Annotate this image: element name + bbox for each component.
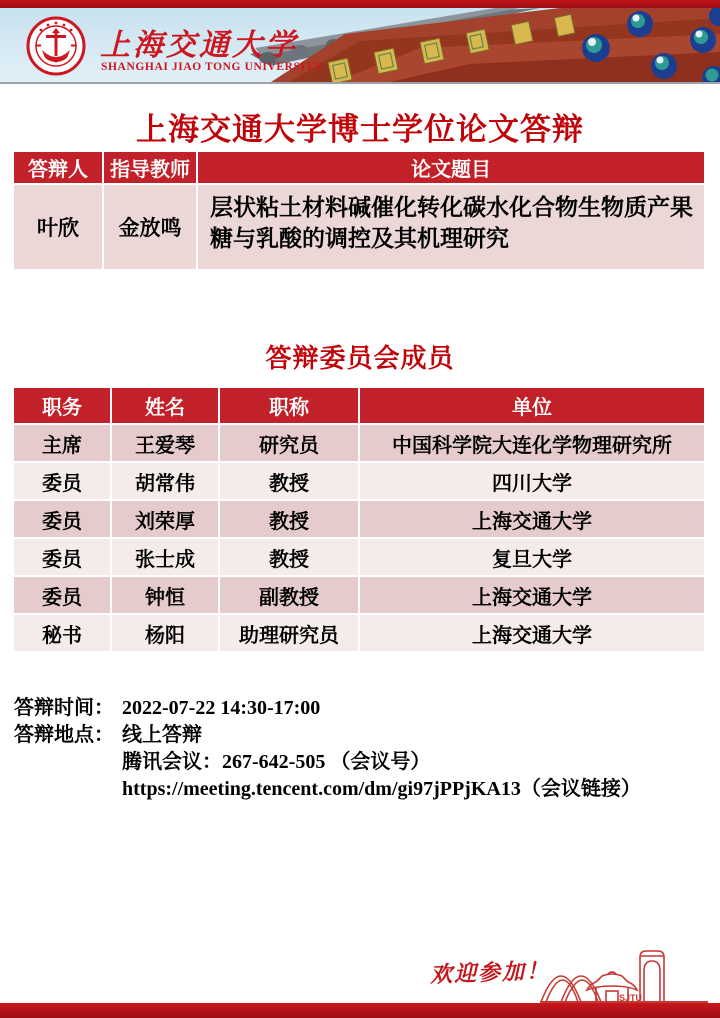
defense-location-value: 线上答辩 xyxy=(122,724,202,746)
welcome-text: 欢迎参加！ xyxy=(429,957,551,988)
meeting-number-line xyxy=(14,749,706,776)
header-banner xyxy=(0,8,720,84)
member-affiliation: 复旦大学 xyxy=(358,539,704,575)
member-rank: 教授 xyxy=(218,501,358,537)
committee-row xyxy=(14,423,704,461)
member-role: 委员 xyxy=(14,577,110,613)
member-name: 王爱琴 xyxy=(110,425,218,461)
member-role: 委员 xyxy=(14,539,110,575)
member-rank: 研究员 xyxy=(218,425,358,461)
committee-row xyxy=(14,461,704,499)
member-affiliation: 四川大学 xyxy=(358,463,704,499)
university-name-cn: 上海交通大学 xyxy=(100,29,298,62)
candidate-name: 叶欣 xyxy=(14,185,102,269)
committee-row xyxy=(14,575,704,613)
university-name-en: SHANGHAI JIAO TONG UNIVERSITY xyxy=(101,61,323,73)
member-name: 杨阳 xyxy=(110,615,218,651)
campus-landmarks-drawing xyxy=(540,944,710,1004)
member-name: 胡常伟 xyxy=(110,463,218,499)
header-advisor: 指导教师 xyxy=(102,152,196,183)
defense-time-label: 答辩时间： xyxy=(14,697,114,719)
member-name: 钟恒 xyxy=(110,577,218,613)
member-affiliation: 上海交通大学 xyxy=(358,501,704,537)
defense-time-line xyxy=(14,695,706,722)
header-name: 姓名 xyxy=(110,388,218,423)
header-candidate: 答辩人 xyxy=(14,152,102,183)
committee-table xyxy=(14,388,704,651)
defense-table-row xyxy=(14,183,704,269)
thesis-title: 层状粘土材料碱催化转化碳水化合物生物质产果糖与乳酸的调控及其机理研究 xyxy=(196,185,704,269)
page-title: 上海交通大学博士学位论文答辩 xyxy=(136,112,584,147)
meeting-number-text: 腾讯会议：267-642-505 （会议号） xyxy=(122,751,431,773)
defense-table xyxy=(14,152,704,269)
defense-time-value: 2022-07-22 14:30-17:00 xyxy=(122,697,321,719)
bottom-red-bar xyxy=(0,1003,720,1018)
member-rank: 助理研究员 xyxy=(218,615,358,651)
advisor-name: 金放鸣 xyxy=(102,185,196,269)
member-affiliation: 中国科学院大连化学物理研究所 xyxy=(358,425,704,461)
member-role: 主席 xyxy=(14,425,110,461)
member-role: 委员 xyxy=(14,501,110,537)
top-red-strip xyxy=(0,0,720,8)
defense-details xyxy=(14,695,706,803)
meeting-link[interactable]: https://meeting.tencent.com/dm/gi97jPPjKA13（会议链接） xyxy=(122,778,641,800)
meeting-link-line xyxy=(14,776,706,803)
committee-row xyxy=(14,613,704,651)
defense-table-header xyxy=(14,152,704,183)
member-rank: 副教授 xyxy=(218,577,358,613)
member-name: 张士成 xyxy=(110,539,218,575)
committee-section-title: 答辩委员会成员 xyxy=(265,343,455,373)
defense-location-line xyxy=(14,722,706,749)
committee-row xyxy=(14,499,704,537)
committee-table-header xyxy=(14,388,704,423)
sjtu-logo xyxy=(26,16,86,76)
member-name: 刘荣厚 xyxy=(110,501,218,537)
committee-row xyxy=(14,537,704,575)
header-rank: 职称 xyxy=(218,388,358,423)
member-role: 秘书 xyxy=(14,615,110,651)
gate-label: SJTU xyxy=(619,993,643,1003)
defense-location-label: 答辩地点： xyxy=(14,724,114,746)
sjtu-seal-icon xyxy=(26,16,86,76)
member-role: 委员 xyxy=(14,463,110,499)
header-thesis-title: 论文题目 xyxy=(196,152,704,183)
member-rank: 教授 xyxy=(218,463,358,499)
header-role: 职务 xyxy=(14,388,110,423)
member-affiliation: 上海交通大学 xyxy=(358,615,704,651)
member-affiliation: 上海交通大学 xyxy=(358,577,704,613)
header-affiliation: 单位 xyxy=(358,388,704,423)
member-rank: 教授 xyxy=(218,539,358,575)
